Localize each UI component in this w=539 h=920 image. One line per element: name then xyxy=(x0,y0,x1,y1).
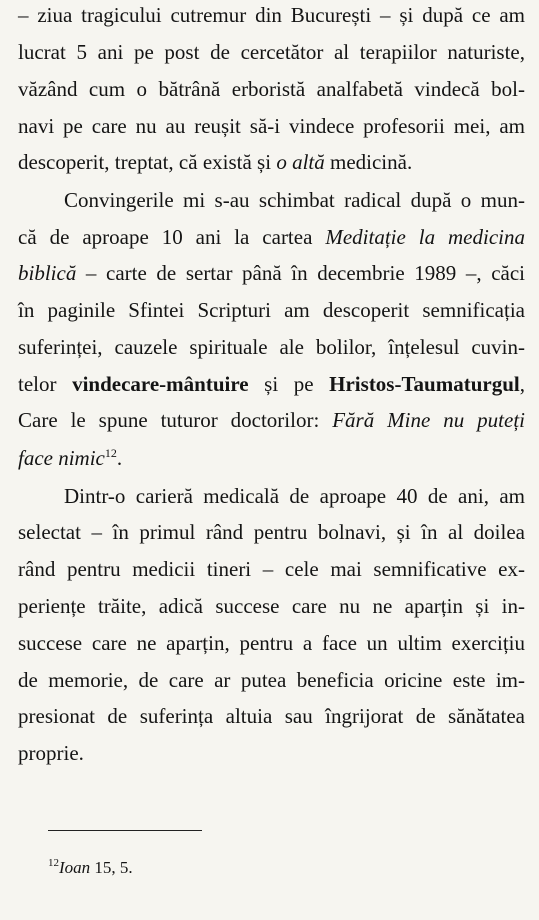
text-line: Care le spune tuturor doctorilor: Fără Mine nu puteți xyxy=(18,408,525,432)
text-line: biblică – carte de sertar până în decembrie 1989 –, căci xyxy=(18,261,525,285)
footnote-number: 12 xyxy=(48,857,59,869)
text-line: Convingerile mi s-au schimbat radical după o mun- xyxy=(64,188,525,212)
text-line: de memorie, de care ar putea beneficia oricine este im- xyxy=(18,668,525,692)
footnote-divider xyxy=(48,830,202,831)
text-line: selectat – în primul rând pentru bolnavi, și în al doilea xyxy=(18,520,525,544)
text-line: – ziua tragicului cutremur din București – și după ce am xyxy=(18,3,525,27)
text-line: în paginile Sfintei Scripturi am descoperit semnificația xyxy=(18,298,525,322)
text-line: descoperit, treptat, că există și o altă medicină. xyxy=(18,150,413,174)
text-line: presionat de suferința altuia sau îngrijorat de sănătatea xyxy=(18,704,525,728)
footnote-text: 15, 5. xyxy=(90,858,133,877)
text-line: văzând cum o bătrână erboristă analfabetă vindecă bol- xyxy=(18,77,525,101)
text-line: suferinței, cauzele spirituale ale bolilor, înțelesul cuvin- xyxy=(18,335,525,359)
text-line: telor vindecare-mântuire și pe Hristos-Taumaturgul, xyxy=(18,372,525,396)
footnote xyxy=(48,859,133,876)
text-line: succese care ne aparțin, pentru a face un ultim exercițiu xyxy=(18,631,525,655)
footnote-marker: 12 xyxy=(104,446,117,460)
text-line: lucrat 5 ani pe post de cercetător al terapiilor naturiste, xyxy=(18,40,525,64)
text-line: proprie. xyxy=(18,741,84,765)
text-line: face nimic$^{12}$. xyxy=(18,446,123,470)
text-line: navi pe care nu au reușit să-i vindece profesorii mei, am xyxy=(18,114,525,138)
text-line: rând pentru medicii tineri – cele mai semnificative ex- xyxy=(18,557,525,581)
footnote-reference: Ioan xyxy=(59,858,91,877)
text-line: că de aproape 10 ani la cartea Meditație la medicina xyxy=(18,225,525,249)
text-line: Dintr-o carieră medicală de aproape 40 de ani, am xyxy=(64,484,525,508)
text-line: periențe trăite, adică succese care nu ne aparțin și in- xyxy=(18,594,525,618)
